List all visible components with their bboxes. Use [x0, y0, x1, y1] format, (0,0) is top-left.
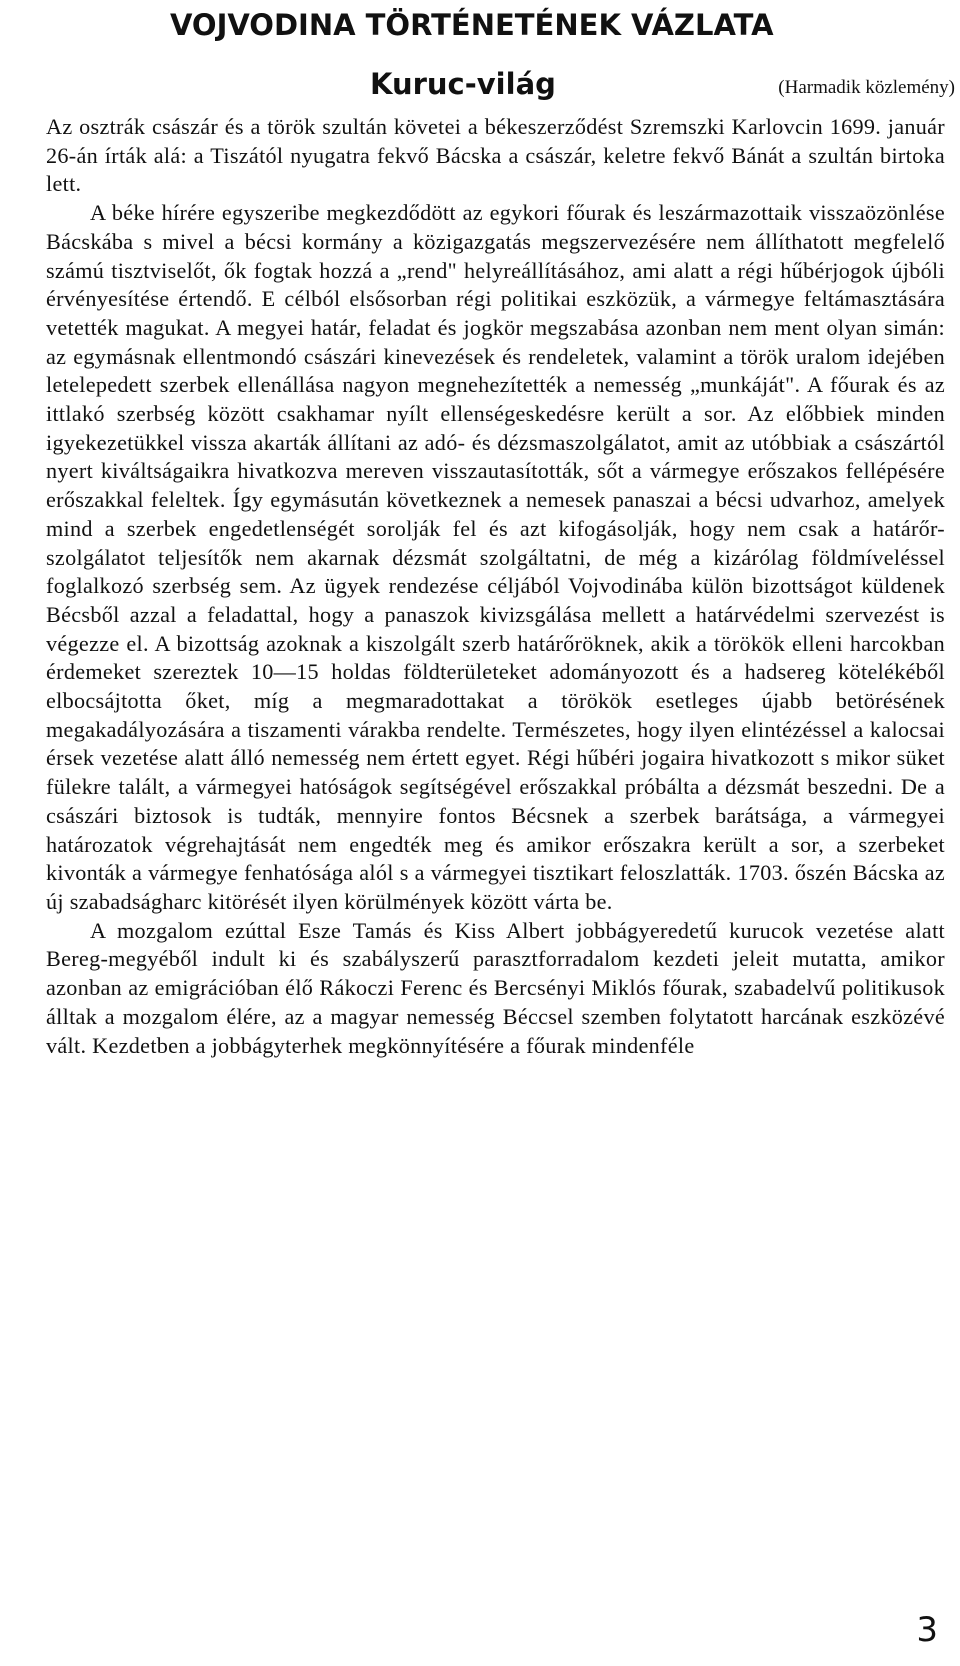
paragraph-2: A béke hírére egyszeribe megkezdődött az egykori főurak és leszármazottaik visszaözönlése Bácskába s mivel a bécsi kormány a közigazgatás megszervezésére nem állíthatott megfelelő számú tisztviselőt, ők fogtak hozzá a „rend" helyreállításához, ami alatt a régi hűbérjogok újbóli érvényesítése értendő. E célból elsősorban régi politikai eszközük, a vármegye feltámasztására vetették magukat. A megyei határ, feladat és jogkör megszabása azonban nem ment olyan simán: az egymásnak ellentmondó császári kinevezések és rendeletek, valamint a török uralom idejében letelepedett szerbek ellenállása nagyon megnehezítették a nemesség „munkáját". A főurak és az ittlakó szerbség között csakhamar nyílt ellenségeskedésre került a sor. Az előbbiek minden igyekezetükkel vissza akarták állítani az adó- és dézsmaszolgálatot, amit az utóbbiak a császártól nyert kiváltságaikra hivatkozva mereven visszautasították, sőt a vármegye erőszakos fellépésére erőszakkal feleltek. Így egymásután következnek a nemesek panaszai a bécsi udvarhoz, amelyek mind a szerbek engedetlenségét sorolják fel és azt kifogásolják, hogy nem csak a határőr-szolgálatot teljesítők nem akarnak dézsmát szolgáltatni, de még a kizárólag földmíveléssel foglalkozó szerbség sem. Az ügyek rendezése céljából Vojvodinába külön bizottságot küldenek Bécsből azzal a feladattal, hogy a panaszok kivizsgálása mellett a határvédelmi szervezést is végezze el. A bizottság azoknak a kiszolgált szerb határőröknek, akik a törökök elleni harcokban érdemeket szereztek 10—15 holdas földterületeket adományozott és a hadsereg kötelékéből elbocsájtotta őket, míg a megmaradottakat a törökök esetleges újabb betörésének megakadályozására a tiszamenti várakba rendelte. Természetes, hogy ilyen elintézéssel a kalocsai érsek vezetése alatt álló nemesség nem értett egyet. Régi hűbéri jogaira hivatkozott s mikor süket fülekre talált, a vármegyei hatóságok segítségével erőszakkal próbálta a dézsmát beszedni. De a császári biztosok is tudták, mennyire fontos Bécsnek a szerbek barátsága, a vármegyei határozatok végrehajtását nem engedték meg és amikor erőszakra került a sor, a szerbeket kivonták a vármegye fenhatósága alól s a vármegyei tisztikart feloszlatták. 1703. őszén Bácska az új szabadságharc kitörését ilyen körülmények között várta be. — [46, 200, 945, 914]
paragraph-3: A mozgalom ezúttal Esze Tamás és Kiss Albert jobbágyeredetű kurucok vezetése alatt Bereg-megyéből indult ki és szabályszerű parasztforradalom kezdeti jeleit mutatta, amikor azonban az emigrációban élő Rákoczi Ferenc és Bercsényi Miklós főurak, szabadelvű politikusok álltak a mozgalom élére, az a magyar nemesség Béccsel szemben folytatott harcának eszközévé vált. Kezdetben a jobbágyterhek megkönnyítésére a főurak mindenféle — [46, 917, 945, 1058]
article-title: VOJVODINA TÖRTÉNETÉNEK VÁZLATA — [170, 8, 774, 42]
article-body — [46, 113, 945, 1060]
page-number: 3 — [916, 1610, 938, 1650]
paragraph-1: Az osztrák császár és a török szultán követei a békeszerződést Szremszki Karlovcin 1699. január 26-án írták alá: a Tiszától nyugatra fekvő Bácska a császár, keletre fekvő Bánát a szultán birtoka lett. — [46, 114, 945, 197]
article-subtitle: Kuruc-világ — [370, 67, 556, 101]
subheading-row — [370, 66, 955, 106]
series-note: (Harmadik közlemény) — [778, 77, 955, 98]
